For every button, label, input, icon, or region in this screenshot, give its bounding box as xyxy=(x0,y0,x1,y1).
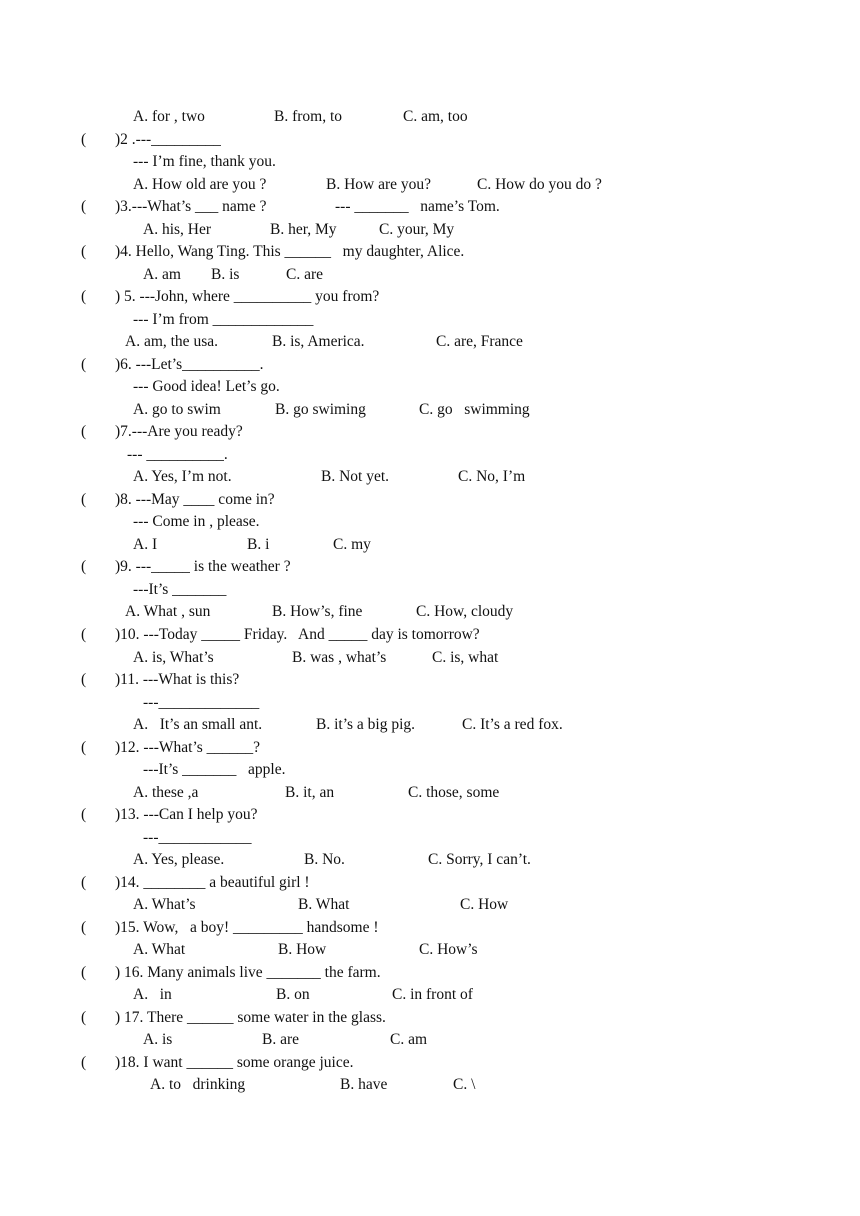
worksheet-text-line: A. What xyxy=(133,941,186,958)
worksheet-text-line: B. What xyxy=(298,896,350,913)
answer-paren-open: ( xyxy=(81,1009,87,1026)
worksheet-text-line: C. your, My xyxy=(379,221,455,238)
worksheet-text-line: ---It’s _______ xyxy=(133,581,227,598)
answer-paren-open: ( xyxy=(81,491,87,508)
worksheet-text-line: B. No. xyxy=(304,851,345,868)
worksheet-text-line: B. are xyxy=(262,1031,300,1048)
worksheet-text-line: A. Yes, I’m not. xyxy=(133,468,232,485)
worksheet-text-line: --- __________. xyxy=(127,446,228,463)
answer-paren-open: ( xyxy=(81,131,87,148)
worksheet-text-line: ---_____________ xyxy=(143,694,260,711)
worksheet-text-line: )6. ---Let’s__________. xyxy=(115,356,264,373)
answer-paren-open: ( xyxy=(81,964,87,981)
worksheet-text-line: A. to drinking xyxy=(150,1076,246,1093)
worksheet-text-line: A. these ,a xyxy=(133,784,199,801)
worksheet-text-line: )14. ________ a beautiful girl ! xyxy=(115,874,310,891)
worksheet-text-line: C. those, some xyxy=(408,784,500,801)
answer-paren-open: ( xyxy=(81,626,87,643)
answer-paren-open: ( xyxy=(81,806,87,823)
worksheet-text-line: A. What , sun xyxy=(125,603,211,620)
worksheet-text-line: A. How old are you ? xyxy=(133,176,267,193)
worksheet-text-line: --- I’m fine, thank you. xyxy=(133,153,276,170)
worksheet-text-line: B. it, an xyxy=(285,784,335,801)
answer-paren-open: ( xyxy=(81,198,87,215)
answer-paren-open: ( xyxy=(81,356,87,373)
worksheet-text-line: C. is, what xyxy=(432,649,499,666)
worksheet-text-line: )7.---Are you ready? xyxy=(115,423,243,440)
worksheet-text-line: ---It’s _______ apple. xyxy=(143,761,286,778)
answer-paren-open: ( xyxy=(81,739,87,756)
worksheet-text-line: C. in front of xyxy=(392,986,473,1003)
worksheet-text-line: A. go to swim xyxy=(133,401,221,418)
worksheet-text-line: B. from, to xyxy=(274,108,343,125)
answer-paren-open: ( xyxy=(81,558,87,575)
worksheet-text-line: )18. I want ______ some orange juice. xyxy=(115,1054,354,1071)
worksheet-text-line: )4. Hello, Wang Ting. This ______ my daughter, Alice. xyxy=(115,243,465,260)
answer-paren-open: ( xyxy=(81,423,87,440)
worksheet-text-line: C. Sorry, I can’t. xyxy=(428,851,531,868)
worksheet-text-line: A. is xyxy=(143,1031,173,1048)
worksheet-text-line: B. it’s a big pig. xyxy=(316,716,416,733)
worksheet-text-line: )13. ---Can I help you? xyxy=(115,806,258,823)
worksheet-text-line: B. her, My xyxy=(270,221,337,238)
answer-paren-open: ( xyxy=(81,1054,87,1071)
worksheet-text-line: ) 5. ---John, where __________ you from? xyxy=(115,288,380,305)
worksheet-text-line: A. It’s an small ant. xyxy=(133,716,263,733)
worksheet-text-line: --- Good idea! Let’s go. xyxy=(133,378,280,395)
worksheet-text-line: A. am xyxy=(143,266,181,283)
answer-paren-open: ( xyxy=(81,874,87,891)
worksheet-text-line: C. am, too xyxy=(403,108,468,125)
worksheet-text-line: B. Not yet. xyxy=(321,468,390,485)
worksheet-text-line: C. No, I’m xyxy=(458,468,526,485)
answer-paren-open: ( xyxy=(81,671,87,688)
worksheet-text-line: A. I xyxy=(133,536,158,553)
worksheet-text-line: B. go swiming xyxy=(275,401,366,418)
worksheet-text-line: ) 17. There ______ some water in the glass. xyxy=(115,1009,386,1026)
worksheet-text-line: A. is, What’s xyxy=(133,649,214,666)
worksheet-text-line: A. What’s xyxy=(133,896,196,913)
worksheet-text-line: --- _______ name’s Tom. xyxy=(335,198,500,215)
answer-paren-open: ( xyxy=(81,288,87,305)
worksheet-text-line: )12. ---What’s ______? xyxy=(115,739,261,756)
worksheet-text-line: ---____________ xyxy=(143,829,252,846)
worksheet-text-line: A. am, the usa. xyxy=(125,333,218,350)
worksheet-text-line: C. am xyxy=(390,1031,428,1048)
worksheet-text-line: )11. ---What is this? xyxy=(115,671,240,688)
worksheet-text-line: A. for , two xyxy=(133,108,205,125)
worksheet-text-line: --- I’m from _____________ xyxy=(133,311,314,328)
worksheet-text-line: A. Yes, please. xyxy=(133,851,225,868)
worksheet-text-line: B. on xyxy=(276,986,310,1003)
worksheet-text-line: A. in xyxy=(133,986,172,1003)
worksheet-text-line: C. are, France xyxy=(436,333,523,350)
worksheet-text-line: C. How, cloudy xyxy=(416,603,514,620)
worksheet-text-line: C. go swimming xyxy=(419,401,530,418)
worksheet-text-line: B. have xyxy=(340,1076,388,1093)
worksheet-text-line: C. It’s a red fox. xyxy=(462,716,563,733)
worksheet-text-line: )10. ---Today _____ Friday. And _____ day is tomorrow? xyxy=(115,626,480,643)
worksheet-text-line: B. How are you? xyxy=(326,176,432,193)
worksheet-text-line: ) 16. Many animals live _______ the farm. xyxy=(115,964,381,981)
worksheet-text-line: )8. ---May ____ come in? xyxy=(115,491,275,508)
worksheet-text-line: --- Come in , please. xyxy=(133,513,260,530)
worksheet-text-line: C. How xyxy=(460,896,509,913)
answer-paren-open: ( xyxy=(81,243,87,260)
worksheet-text-line: )3.---What’s ___ name ? xyxy=(115,198,267,215)
worksheet-text-line: C. my xyxy=(333,536,371,553)
worksheet-text-line: C. How’s xyxy=(419,941,478,958)
worksheet-text-line: C. \ xyxy=(453,1076,476,1093)
worksheet-text-line: B. i xyxy=(247,536,270,553)
worksheet-text-line: A. his, Her xyxy=(143,221,212,238)
worksheet-text-line: B. How’s, fine xyxy=(272,603,363,620)
worksheet-text-line: C. How do you do ? xyxy=(477,176,602,193)
worksheet-text-line: B. is xyxy=(211,266,240,283)
worksheet-text-line: C. are xyxy=(286,266,324,283)
worksheet-text-line: B. was , what’s xyxy=(292,649,387,666)
worksheet-text-line: )2 .---_________ xyxy=(115,131,221,148)
worksheet-text-line: B. How xyxy=(278,941,327,958)
worksheet-text-line: B. is, America. xyxy=(272,333,365,350)
answer-paren-open: ( xyxy=(81,919,87,936)
worksheet-text-line: )9. ---_____ is the weather ? xyxy=(115,558,291,575)
worksheet-text-line: )15. Wow, a boy! _________ handsome ! xyxy=(115,919,379,936)
